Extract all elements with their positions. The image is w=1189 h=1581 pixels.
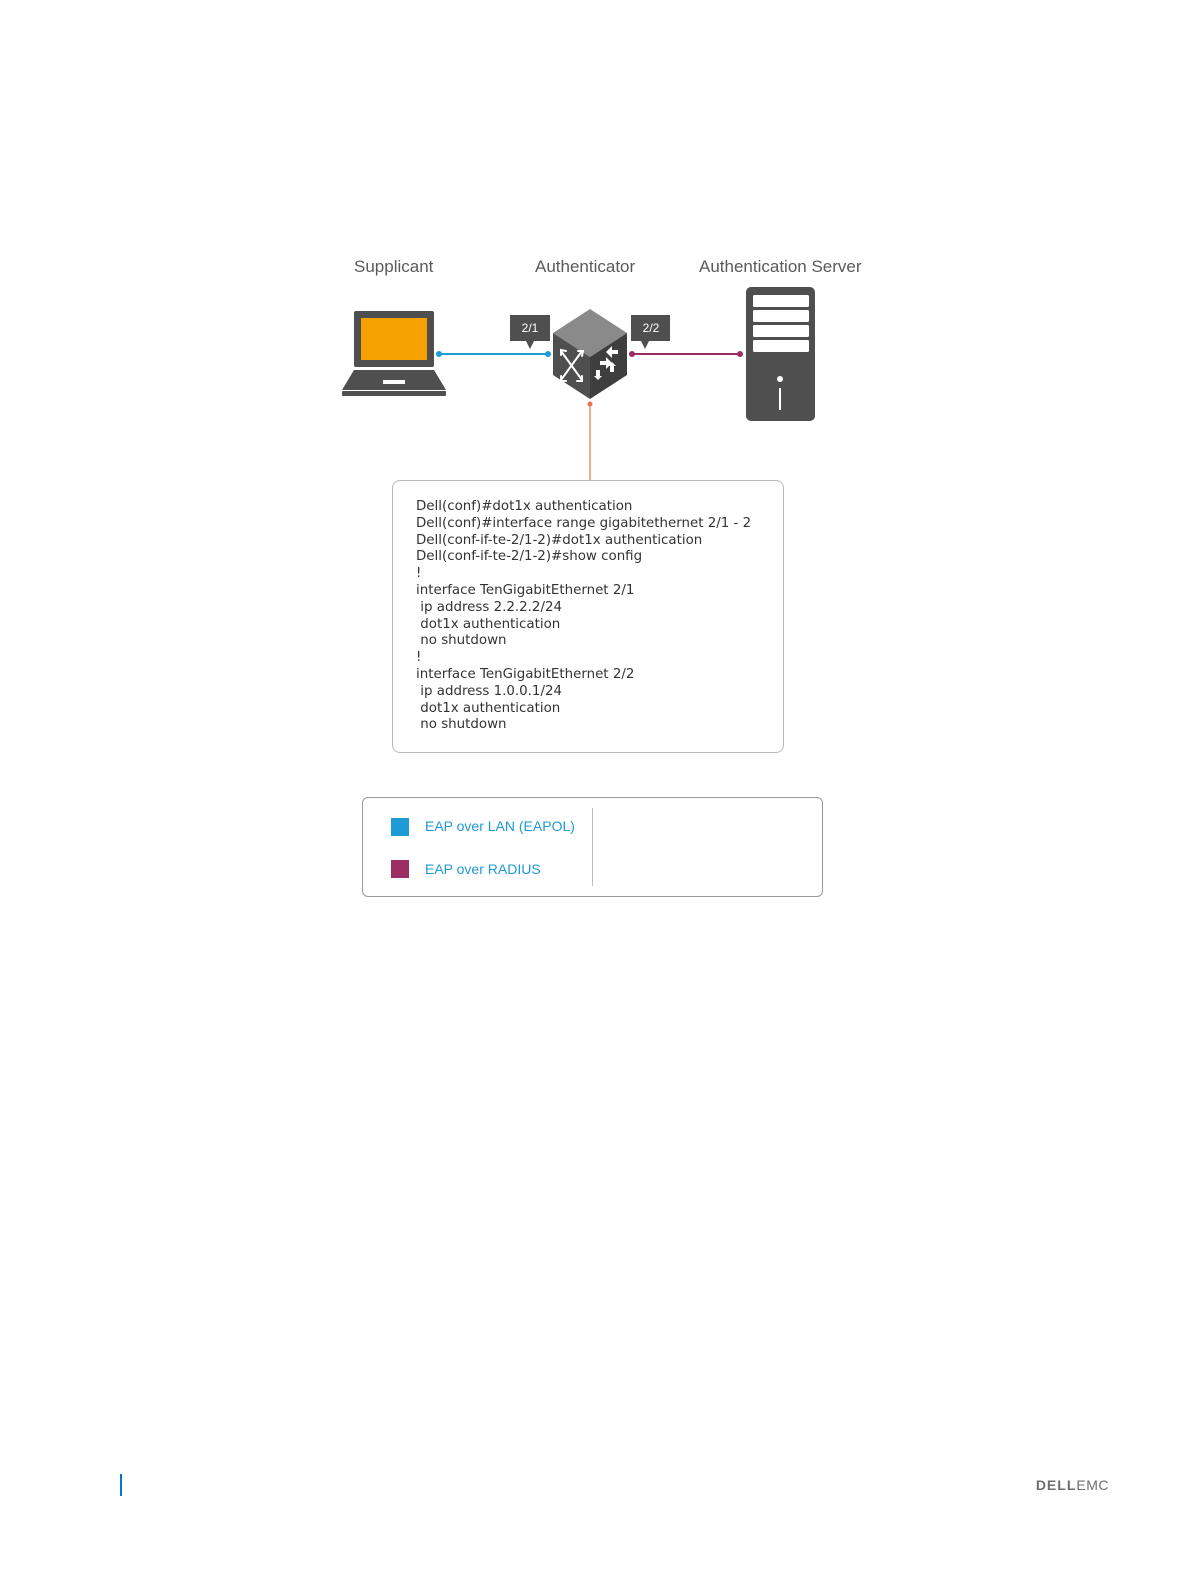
authenticator-label: Authenticator xyxy=(535,257,636,276)
config-line: interface TenGigabitEthernet 2/1 xyxy=(416,582,635,598)
laptop-icon xyxy=(342,311,446,396)
config-lines xyxy=(416,499,751,734)
config-line: dot1x authentication xyxy=(416,700,561,716)
footer-accent-bar xyxy=(120,1474,122,1496)
config-line: Dell(conf-if-te-2/1-2)#dot1x authentication xyxy=(416,532,703,548)
dell-emc-logo xyxy=(1036,1477,1109,1493)
config-line: no shutdown xyxy=(416,717,507,733)
server-icon xyxy=(746,287,815,421)
eapol-swatch xyxy=(391,818,409,836)
laptop-screen xyxy=(361,318,427,360)
config-line: Dell(conf)#interface range gigabitethernet 2/1 - 2 xyxy=(416,515,752,531)
config-line: ip address 2.2.2.2/24 xyxy=(416,599,562,615)
config-line: Dell(conf)#dot1x authentication xyxy=(416,499,633,514)
radius-legend-label: EAP over RADIUS xyxy=(425,861,541,877)
config-line: no shutdown xyxy=(416,633,507,649)
config-line: ! xyxy=(416,566,422,582)
supplicant-label: Supplicant xyxy=(354,257,434,276)
eapol-legend-label: EAP over LAN (EAPOL) xyxy=(425,818,575,834)
legend-divider xyxy=(592,808,593,886)
port-left-label: 2/1 xyxy=(521,321,539,335)
config-line: ! xyxy=(416,650,422,666)
logo-emc: EMC xyxy=(1076,1477,1109,1493)
switch-icon xyxy=(553,309,627,399)
radius-swatch xyxy=(391,860,409,878)
logo-dell: DELL xyxy=(1035,1477,1077,1493)
port-callout-2-1 xyxy=(510,315,550,349)
config-line: dot1x authentication xyxy=(416,616,561,632)
authentication-server-label: Authentication Server xyxy=(699,257,862,276)
config-line: ip address 1.0.0.1/24 xyxy=(416,683,562,699)
port-callout-2-2 xyxy=(631,315,670,349)
port-right-label: 2/2 xyxy=(642,321,660,335)
config-line: interface TenGigabitEthernet 2/2 xyxy=(416,666,635,682)
config-line: Dell(conf-if-te-2/1-2)#show config xyxy=(416,549,643,565)
